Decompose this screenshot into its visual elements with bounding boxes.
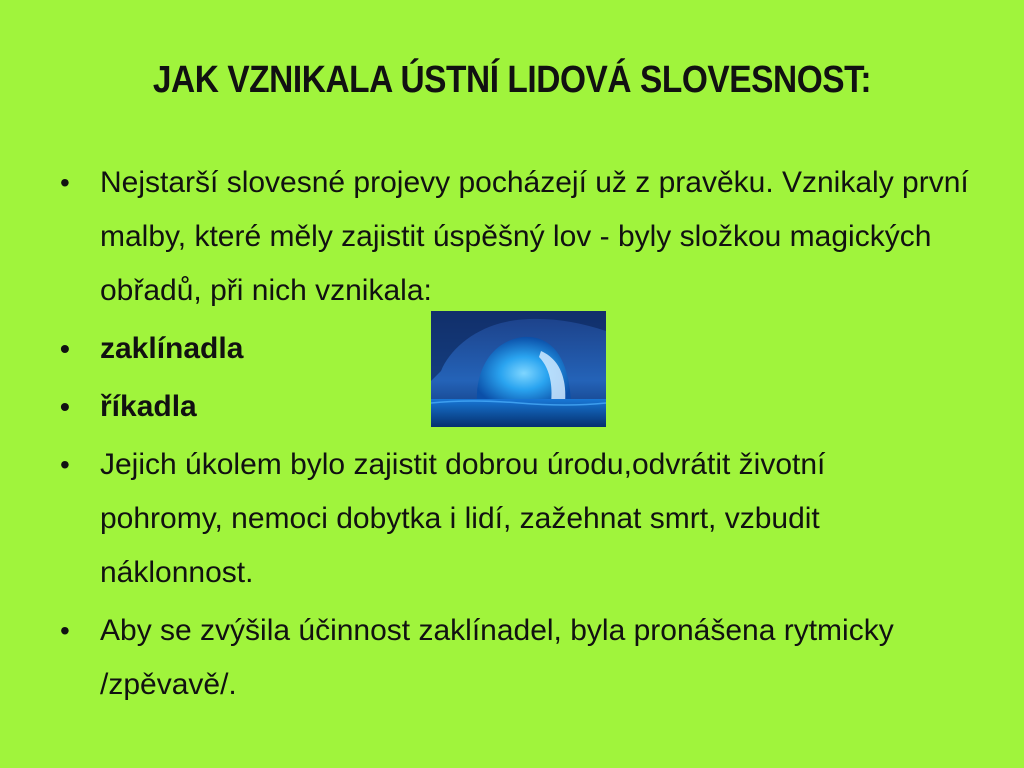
bullet-list <box>58 156 968 716</box>
bullet-item <box>58 604 930 712</box>
ice-cave-image <box>431 311 606 427</box>
slide-title: JAK VZNIKALA ÚSTNÍ LIDOVÁ SLOVESNOST: <box>152 59 872 101</box>
bullet-text: říkadla <box>100 390 197 423</box>
bullet-item <box>58 438 920 600</box>
bullet-icon: • <box>60 333 70 364</box>
bullet-text: Nejstarší slovesné projevy pocházejí už z pravěku. Vznikaly první malby, které měly zajistit úspěšný lov - byly složkou magických obřadů, při nich vznikala: <box>100 166 969 307</box>
bullet-icon: • <box>60 167 70 198</box>
bullet-item <box>58 156 980 318</box>
bullet-text: Aby se zvýšila účinnost zaklínadel, byla pronášena rytmicky /zpěvavě/. <box>100 614 894 701</box>
bullet-icon: • <box>60 391 70 422</box>
bullet-text: zaklínadla <box>100 332 244 365</box>
bullet-text: Jejich úkolem bylo zajistit dobrou úrodu,odvrátit životní pohromy, nemoci dobytka i lidí, zažehnat smrt, vzbudit náklonnost. <box>100 448 826 589</box>
bullet-icon: • <box>60 615 70 646</box>
bullet-icon: • <box>60 449 70 480</box>
